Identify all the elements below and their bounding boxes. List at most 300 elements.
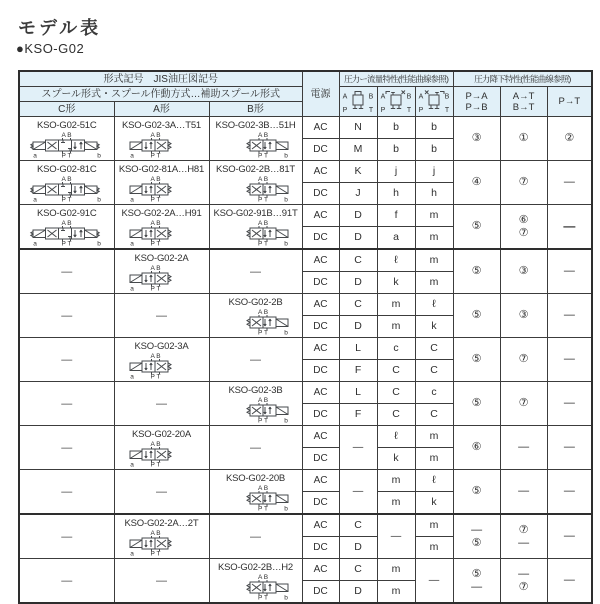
drop-curve-value: — <box>563 309 575 321</box>
flow-value-ac: m <box>415 249 453 272</box>
port-label: A B <box>149 265 161 272</box>
model-row-ac <box>19 205 592 227</box>
flow-value-ac: f <box>377 205 415 227</box>
power-label-dc: DC <box>302 581 339 604</box>
port-label: b <box>96 152 101 158</box>
drop-curve-value: ① <box>518 132 529 144</box>
drop-curve-cell-pa <box>453 514 500 559</box>
empty-model-cell <box>209 249 302 294</box>
power-label-ac: AC <box>302 470 339 492</box>
header-valve-symbol-2 <box>377 87 415 117</box>
flow-value-dc: D <box>339 316 377 338</box>
drop-curve-value: — <box>471 580 483 593</box>
valve-symbol-icon <box>123 175 201 202</box>
model-row-ac <box>19 470 592 492</box>
model-name: KSO-G02-2B <box>228 297 283 308</box>
drop-curve-cell-pa <box>453 338 500 382</box>
empty-model-cell <box>19 338 114 382</box>
model-row-ac <box>19 514 592 537</box>
port-label: a <box>129 240 134 246</box>
flow-value-ac: C <box>339 249 377 272</box>
port-label: P T <box>257 196 268 202</box>
flow-value-ac: ℓ <box>377 426 415 448</box>
model-cell <box>209 161 302 205</box>
header-at-bt <box>500 87 547 117</box>
port-label: P T <box>257 505 268 511</box>
port-label: A B <box>149 176 161 183</box>
flow-value-ac: m <box>415 514 453 537</box>
port-label: P T <box>61 152 72 158</box>
port-label: b <box>96 240 101 246</box>
port-label: a <box>129 373 134 379</box>
port-label: A B <box>257 574 268 581</box>
valve-symbol-icon <box>217 219 295 246</box>
drop-curve-value: ② <box>564 132 575 144</box>
flow-value-dc: k <box>415 316 453 338</box>
flow-value-dc: C <box>377 360 415 382</box>
valve-symbol-icon <box>123 264 201 291</box>
port-label: A B <box>61 220 72 227</box>
flow-value-ac: L <box>339 382 377 404</box>
table-body <box>19 117 592 604</box>
port-label: a <box>129 196 134 202</box>
model-cell <box>114 514 209 559</box>
drop-curve-value: ⑥ <box>518 213 529 226</box>
drop-curve-value: — <box>471 523 483 536</box>
flow-value-ac: C <box>377 382 415 404</box>
valve-mini-icon <box>378 88 414 115</box>
port-label: T <box>368 107 374 114</box>
dash: — <box>61 485 73 498</box>
model-cell <box>114 338 209 382</box>
header-col-a: A形 <box>114 102 209 117</box>
flow-value-ac: ℓ <box>377 249 415 272</box>
dash: — <box>156 485 167 498</box>
model-cell <box>209 559 302 604</box>
port-label: a <box>32 240 37 246</box>
valve-symbol-icon <box>123 219 201 246</box>
header-spool-type: スプール形式・スプール作動方式…補助スプール形式 <box>19 87 302 102</box>
drop-curve-cell-at <box>500 205 547 250</box>
dash: — <box>61 441 73 454</box>
flow-value-dc: m <box>377 316 415 338</box>
power-label-ac: AC <box>302 294 339 316</box>
port-label: P T <box>150 196 160 202</box>
model-cell <box>114 205 209 250</box>
drop-curve-value: ③ <box>471 132 482 144</box>
flow-value-ac: j <box>377 161 415 183</box>
model-name: KSO-G02-51C <box>36 120 97 131</box>
dash: — <box>250 441 262 454</box>
header-col-c: C形 <box>19 102 114 117</box>
valve-symbol-icon <box>217 308 295 335</box>
port-label: A B <box>149 132 161 139</box>
empty-model-cell <box>19 426 114 470</box>
port-label: A B <box>257 132 268 139</box>
drop-curve-cell-at <box>500 470 547 515</box>
drop-curve-value: — <box>518 441 530 453</box>
flow-value-ac: b <box>377 117 415 139</box>
valve-mini-icon <box>340 88 376 115</box>
drop-curve-value: ⑤ <box>471 353 482 365</box>
drop-curve-cell-pt <box>547 294 592 338</box>
drop-curve-cell-at <box>500 426 547 470</box>
flow-value-dc: m <box>415 537 453 559</box>
drop-curve-cell-at <box>500 249 547 294</box>
direction-label: P→T <box>558 96 581 107</box>
flow-value-ac: m <box>377 294 415 316</box>
model-row-ac <box>19 382 592 404</box>
drop-curve-value: ⑤ <box>471 265 482 277</box>
power-label-ac: AC <box>302 161 339 183</box>
drop-curve-cell-at <box>500 514 547 559</box>
drop-curve-cell-pa <box>453 205 500 250</box>
port-label: A <box>342 93 348 101</box>
drop-curve-value: ③ <box>518 309 529 321</box>
drop-curve-cell-pt <box>547 205 592 250</box>
drop-curve-value: ⑦ <box>518 580 529 593</box>
drop-curve-value: ⑤ <box>471 397 482 409</box>
header-col-b: B形 <box>209 102 302 117</box>
drop-curve-value: ⑦ <box>518 176 529 188</box>
drop-curve-cell-pt <box>547 382 592 426</box>
flow-value-dc: D <box>339 537 377 559</box>
direction-label: A→T <box>512 90 535 102</box>
drop-curve-cell-pa <box>453 426 500 470</box>
power-label-dc: DC <box>302 183 339 205</box>
port-label: P <box>418 107 424 114</box>
flow-value-ac: C <box>339 514 377 537</box>
port-label: P T <box>61 196 72 202</box>
flow-value-dc: D <box>339 227 377 250</box>
port-label: a <box>32 152 37 158</box>
drop-curve-value: — <box>563 219 576 233</box>
flow-value-ac: c <box>377 338 415 360</box>
valve-symbol-icon <box>123 131 201 158</box>
valve-symbol-icon <box>28 131 106 158</box>
port-label: A B <box>257 220 268 227</box>
power-label-dc: DC <box>302 537 339 559</box>
model-cell <box>209 294 302 338</box>
power-label-ac: AC <box>302 382 339 404</box>
drop-curve-cell-at <box>500 559 547 604</box>
drop-curve-value: ⑦ <box>518 523 529 536</box>
port-label: A B <box>257 397 268 404</box>
drop-curve-cell-pt <box>547 470 592 515</box>
port-label: A B <box>257 485 268 492</box>
drop-curve-value: — <box>563 441 575 453</box>
port-label: T <box>406 107 412 114</box>
port-label: b <box>283 505 288 511</box>
power-label-dc: DC <box>302 316 339 338</box>
flow-value-ac: j <box>415 161 453 183</box>
flow-value-dc: h <box>377 183 415 205</box>
table-header <box>19 71 592 117</box>
port-label: P <box>380 107 386 114</box>
port-label: A B <box>149 220 161 227</box>
port-label: b <box>283 152 288 158</box>
drop-curve-value: — <box>563 265 575 277</box>
empty-model-cell <box>209 338 302 382</box>
flow-value-dc: D <box>339 581 377 604</box>
flow-value-dc: m <box>377 492 415 515</box>
drop-curve-value: — <box>563 353 575 365</box>
model-cell <box>114 249 209 294</box>
empty-model-cell <box>209 426 302 470</box>
drop-curve-cell-at <box>500 294 547 338</box>
flow-value-dc: m <box>415 272 453 294</box>
model-name: KSO-G02-3A <box>134 341 189 352</box>
port-label: A B <box>257 309 268 316</box>
empty-model-cell <box>19 249 114 294</box>
valve-symbol-icon <box>28 175 106 202</box>
port-label: A B <box>257 176 268 183</box>
model-name: KSO-G02-20B <box>225 473 286 484</box>
dash: — <box>156 309 167 322</box>
port-label: b <box>283 240 288 246</box>
drop-curve-value: ⑤ <box>471 220 482 232</box>
drop-curve-cell-pa <box>453 559 500 604</box>
flow-value-ac: C <box>339 294 377 316</box>
port-label: P T <box>150 461 160 467</box>
drop-curve-cell-pa <box>453 382 500 426</box>
empty-model-cell <box>19 559 114 604</box>
flow-value-ac: m <box>415 205 453 227</box>
empty-model-cell <box>114 559 209 604</box>
power-label-ac: AC <box>302 117 339 139</box>
valve-mini-icon <box>416 88 452 115</box>
model-cell <box>209 470 302 515</box>
header-flow-title: 圧力ー流量特性(性能曲線参照) <box>339 71 453 87</box>
power-label-dc: DC <box>302 272 339 294</box>
drop-curve-value: ⑤ <box>471 309 482 321</box>
dash: — <box>61 397 73 410</box>
port-label: P T <box>257 240 268 246</box>
drop-curve-cell-at <box>500 117 547 161</box>
model-series-label: ●KSO-G02 <box>16 41 85 56</box>
model-row-ac <box>19 117 592 139</box>
page-title: モデル表 <box>18 18 102 38</box>
model-name: KSO-G02-3B…51H <box>215 120 296 131</box>
flow-value-dc: J <box>339 183 377 205</box>
port-label: b <box>283 417 288 423</box>
port-label: b <box>283 329 288 335</box>
flow-value-dc: C <box>415 360 453 382</box>
port-label: A <box>380 93 386 101</box>
valve-symbol-icon <box>217 175 295 202</box>
drop-curve-value: — <box>563 176 575 188</box>
port-label: A B <box>149 530 161 537</box>
flow-value-ac: m <box>377 470 415 492</box>
port-label: a <box>129 285 134 291</box>
port-label: A B <box>149 353 161 360</box>
port-label: a <box>129 461 134 467</box>
port-label: a <box>32 196 37 202</box>
flow-value-dc: C <box>377 404 415 426</box>
port-label: P T <box>150 152 160 158</box>
drop-curve-cell-pa <box>453 117 500 161</box>
power-label-dc: DC <box>302 448 339 470</box>
model-cell <box>209 205 302 250</box>
flow-value-dc: b <box>377 139 415 161</box>
model-name: KSO-G02-81A…H81 <box>118 164 205 175</box>
flow-value-ac: m <box>415 426 453 448</box>
power-label-ac: AC <box>302 338 339 360</box>
empty-model-cell <box>19 294 114 338</box>
dash: — <box>61 574 73 587</box>
direction-label: B→T <box>512 101 535 113</box>
direction-label: P→A <box>465 90 488 102</box>
model-cell <box>114 426 209 470</box>
flow-value-ac: C <box>339 559 377 581</box>
port-label: P T <box>61 240 72 246</box>
model-row-ac <box>19 559 592 581</box>
flow-value-ac: b <box>415 117 453 139</box>
dash: — <box>156 397 167 410</box>
valve-symbol-icon <box>217 396 295 423</box>
empty-model-cell <box>114 382 209 426</box>
port-label: A B <box>149 441 161 448</box>
flow-value-dc: C <box>415 404 453 426</box>
drop-curve-value: ⑤ <box>471 485 482 497</box>
model-row-ac <box>19 294 592 316</box>
drop-curve-cell-pt <box>547 161 592 205</box>
model-cell <box>19 205 114 250</box>
model-name: KSO-G02-91C <box>36 208 97 219</box>
power-label-ac: AC <box>302 249 339 272</box>
model-cell <box>19 161 114 205</box>
drop-curve-value: ⑥ <box>471 441 482 453</box>
drop-curve-cell-at <box>500 382 547 426</box>
model-name: KSO-G02-2A…H91 <box>121 208 202 219</box>
drop-curve-value: ⑦ <box>518 353 529 365</box>
power-label-dc: DC <box>302 227 339 250</box>
drop-curve-cell-at <box>500 161 547 205</box>
flow-value-ac: c <box>415 382 453 404</box>
drop-curve-cell-pt <box>547 514 592 559</box>
power-label-ac: AC <box>302 559 339 581</box>
header-jis-symbol: 形式記号 JIS油圧図記号 <box>19 71 302 87</box>
port-label: a <box>129 550 134 556</box>
drop-curve-value: ③ <box>518 265 529 277</box>
valve-symbol-icon <box>217 484 295 511</box>
port-label: b <box>96 196 101 202</box>
model-row-ac <box>19 161 592 183</box>
drop-curve-cell-pt <box>547 249 592 294</box>
empty-model-cell <box>19 382 114 426</box>
drop-curve-value: — <box>563 574 575 586</box>
flow-value-ac: K <box>339 161 377 183</box>
port-label: A B <box>61 176 72 183</box>
dash: — <box>250 530 262 543</box>
power-label-dc: DC <box>302 360 339 382</box>
power-label-dc: DC <box>302 492 339 515</box>
header-row-1 <box>19 71 592 87</box>
drop-curve-cell-pa <box>453 470 500 515</box>
flow-value-ac: D <box>339 205 377 227</box>
empty-model-cell <box>19 514 114 559</box>
flow-value-dc: D <box>339 272 377 294</box>
drop-curve-cell-pt <box>547 426 592 470</box>
port-label: B <box>406 93 412 101</box>
power-label-ac: AC <box>302 514 339 537</box>
flow-value-dc: k <box>415 492 453 515</box>
empty-model-cell <box>114 294 209 338</box>
flow-value-dc: a <box>377 227 415 250</box>
model-name: KSO-G02-2B…81T <box>215 164 296 175</box>
port-label: P T <box>257 329 268 335</box>
port-label: A B <box>61 132 72 139</box>
port-label: P T <box>257 152 268 158</box>
port-label: P T <box>150 550 160 556</box>
header-drop-title: 圧力降下特性(性能曲線参照) <box>453 71 592 87</box>
header-valve-symbol-3 <box>415 87 453 117</box>
flow-value-merged: — <box>339 470 377 515</box>
port-label: P <box>342 107 348 114</box>
header-power: 電源 <box>302 71 339 117</box>
power-label-dc: DC <box>302 139 339 161</box>
drop-curve-cell-pt <box>547 338 592 382</box>
drop-curve-value: — <box>518 485 530 497</box>
model-cell <box>209 117 302 161</box>
drop-curve-value: ⑤ <box>471 536 482 549</box>
drop-curve-cell-pa <box>453 161 500 205</box>
dash: — <box>61 353 73 366</box>
direction-label: P→B <box>465 101 488 113</box>
flow-value-dc: F <box>339 360 377 382</box>
drop-curve-cell-pt <box>547 117 592 161</box>
flow-value-dc: k <box>377 272 415 294</box>
model-row-ac <box>19 426 592 448</box>
header-pt <box>547 87 592 117</box>
port-label: a <box>129 152 134 158</box>
flow-value-dc: F <box>339 404 377 426</box>
header-valve-symbol-1 <box>339 87 377 117</box>
valve-symbol-icon <box>123 440 201 467</box>
model-name: KSO-G02-91B…91T <box>213 208 298 219</box>
port-label: P T <box>150 373 160 379</box>
valve-symbol-icon <box>28 219 106 246</box>
dash: — <box>61 309 73 322</box>
flow-value-merged: — <box>415 559 453 604</box>
drop-curve-value: — <box>563 530 575 542</box>
empty-model-cell <box>19 470 114 515</box>
flow-value-ac: C <box>415 338 453 360</box>
drop-curve-cell-at <box>500 338 547 382</box>
flow-value-dc: m <box>415 448 453 470</box>
model-cell <box>209 382 302 426</box>
port-label: b <box>283 594 288 600</box>
model-row-ac <box>19 249 592 272</box>
flow-value-dc: b <box>415 139 453 161</box>
dash: — <box>61 265 73 278</box>
flow-value-dc: h <box>415 183 453 205</box>
model-cell <box>19 117 114 161</box>
drop-curve-value: ④ <box>471 176 482 188</box>
port-label: P T <box>257 417 268 423</box>
model-name: KSO-G02-2B…H2 <box>218 562 294 573</box>
port-label: B <box>368 93 374 101</box>
flow-value-ac: L <box>339 338 377 360</box>
flow-value-ac: N <box>339 117 377 139</box>
model-name: KSO-G02-2A <box>134 253 189 264</box>
drop-curve-value: ⑤ <box>471 567 482 580</box>
valve-symbol-icon <box>123 352 201 379</box>
model-table <box>18 70 593 604</box>
model-name: KSO-G02-20A <box>131 429 192 440</box>
model-name: KSO-G02-3B <box>228 385 283 396</box>
flow-value-merged: — <box>339 426 377 470</box>
